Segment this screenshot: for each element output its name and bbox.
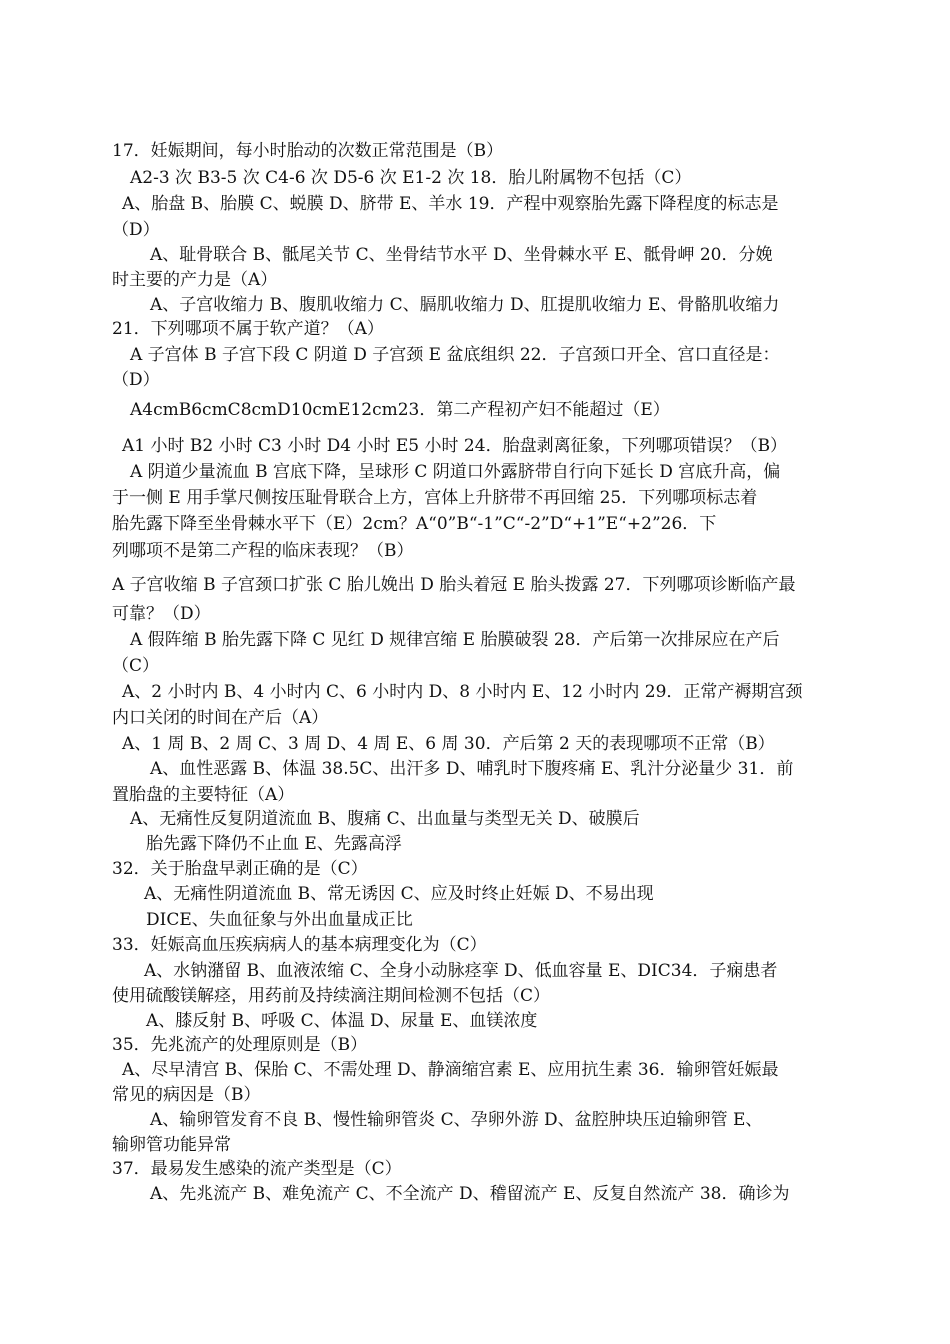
text-line: 胎先露下降仍不止血 E、先露高浮	[146, 834, 402, 854]
text-line: 时主要的产力是（A）	[112, 270, 278, 290]
text-line: A、输卵管发育不良 B、慢性输卵管炎 C、孕卵外游 D、盆腔肿块压迫输卵管 E、	[150, 1110, 763, 1130]
text-line: A、1 周 B、2 周 C、3 周 D、4 周 E、6 周 30．产后第 2 天的表现哪项不正常（B）	[122, 734, 775, 754]
text-line: A4cmB6cmC8cmD10cmE12cm23．第二产程初产妇不能超过（E）	[130, 400, 670, 420]
text-line: 35．先兆流产的处理原则是（B）	[112, 1035, 368, 1055]
text-line: A2-3 次 B3-5 次 C4-6 次 D5-6 次 E1-2 次 18．胎儿附属物不包括（C）	[130, 168, 692, 188]
text-line: A、血性恶露 B、体温 38.5C、出汗多 D、哺乳时下腹疼痛 E、乳汁分泌量少 31．前	[150, 759, 794, 779]
text-line: A、尽早清宫 B、保胎 C、不需处理 D、静滴缩宫素 E、应用抗生素 36．输卵管妊娠最	[122, 1060, 779, 1080]
text-line: A、无痛性阴道流血 B、常无诱因 C、应及时终止妊娠 D、不易出现	[144, 884, 654, 904]
text-line: 17．妊娠期间，每小时胎动的次数正常范围是（B）	[112, 141, 504, 161]
text-line: （D）	[112, 220, 160, 240]
text-line: A、子宫收缩力 B、腹肌收缩力 C、膈肌收缩力 D、肛提肌收缩力 E、骨骼肌收缩力	[150, 295, 780, 315]
text-line: （D）	[112, 370, 160, 390]
text-line: 21．下列哪项不属于软产道？（A）	[112, 319, 384, 339]
text-line: 胎先露下降至坐骨棘水平下（E）2cm？A“0”B“-1”C“-2”D“+1”E“+2”26．下	[112, 514, 717, 534]
text-line: A、无痛性反复阴道流血 B、腹痛 C、出血量与类型无关 D、破膜后	[130, 809, 640, 829]
text-line: 可靠？（D）	[112, 604, 211, 624]
text-line: 37．最易发生感染的流产类型是（C）	[112, 1159, 402, 1179]
text-line: A1 小时 B2 小时 C3 小时 D4 小时 E5 小时 24．胎盘剥离征象，下列哪项错误？（B）	[122, 436, 788, 456]
text-line: 置胎盘的主要特征（A）	[112, 785, 295, 805]
text-line: A、膝反射 B、呼吸 C、体温 D、尿量 E、血镁浓度	[146, 1011, 538, 1031]
text-line: DICE、失血征象与外出血量成正比	[146, 910, 413, 930]
text-line: A、胎盘 B、胎膜 C、蜕膜 D、脐带 E、羊水 19．产程中观察胎先露下降程度的标志是	[122, 194, 779, 214]
text-line: A、水钠潴留 B、血液浓缩 C、全身小动脉痉挛 D、低血容量 E、DIC34．子痫患者	[144, 961, 778, 981]
text-line: A 阴道少量流血 B 宫底下降，呈球形 C 阴道口外露脐带自行向下延长 D 宫底升高，偏	[130, 462, 781, 482]
text-line: 32．关于胎盘早剥正确的是（C）	[112, 859, 368, 879]
text-line: 输卵管功能异常	[112, 1135, 231, 1155]
text-line: A 假阵缩 B 胎先露下降 C 见红 D 规律宫缩 E 胎膜破裂 28．产后第一次排尿应在产后	[130, 630, 780, 650]
text-line: 于一侧 E 用手掌尺侧按压耻骨联合上方，宫体上升脐带不再回缩 25．下列哪项标志着	[112, 488, 758, 508]
text-line: 内口关闭的时间在产后（A）	[112, 708, 329, 728]
text-line: 列哪项不是第二产程的临床表现？（B）	[112, 541, 414, 561]
text-line: A 子宫收缩 B 子宫颈口扩张 C 胎儿娩出 D 胎头着冠 E 胎头拨露 27．下列哪项诊断临产最	[112, 575, 796, 595]
text-line: A、先兆流产 B、难免流产 C、不全流产 D、稽留流产 E、反复自然流产 38．确诊为	[150, 1184, 790, 1204]
text-line: 常见的病因是（B）	[112, 1085, 261, 1105]
text-line: 使用硫酸镁解痉，用药前及持续滴注期间检测不包括（C）	[112, 986, 551, 1006]
text-line: 33．妊娠高血压疾病病人的基本病理变化为（C）	[112, 935, 487, 955]
text-line: （C）	[112, 656, 160, 676]
text-line: A、耻骨联合 B、骶尾关节 C、坐骨结节水平 D、坐骨棘水平 E、骶骨岬 20．分娩	[150, 245, 773, 265]
text-line: A 子宫体 B 子宫下段 C 阴道 D 子宫颈 E 盆底组织 22．子宫颈口开全、宫口直径是：	[130, 345, 780, 365]
text-line: A、2 小时内 B、4 小时内 C、6 小时内 D、8 小时内 E、12 小时内 29．正常产褥期宫颈	[122, 682, 803, 702]
